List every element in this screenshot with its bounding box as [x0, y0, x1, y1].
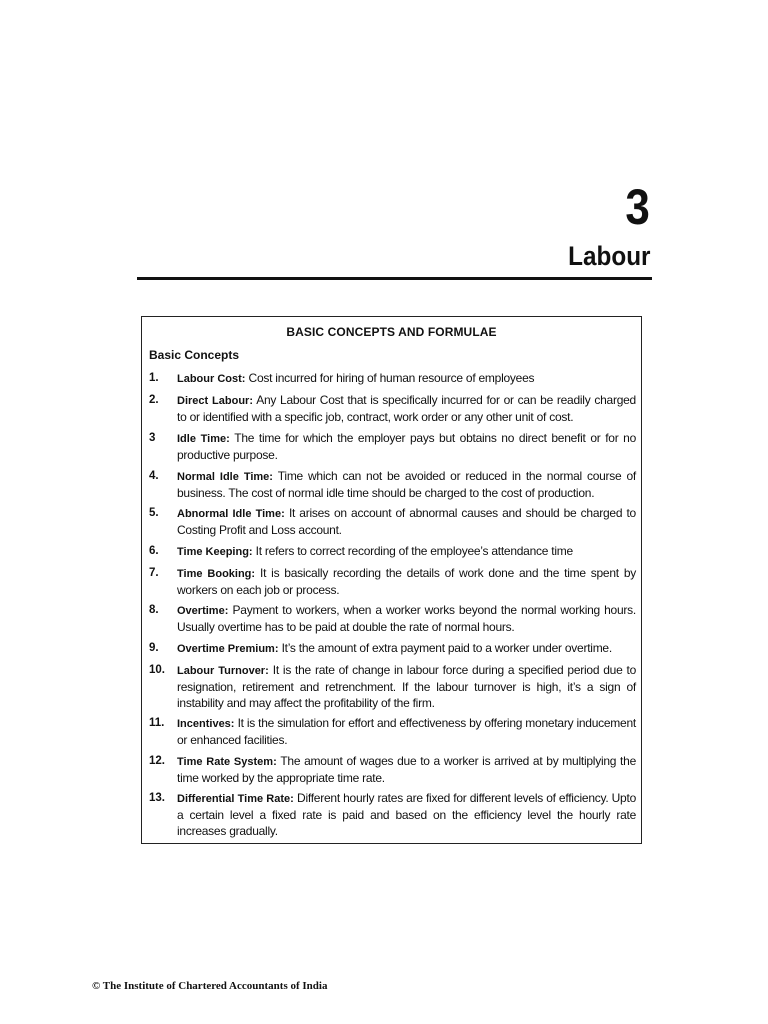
item-term: Incentives: [177, 718, 235, 730]
concept-item [149, 565, 636, 598]
item-text: Different hourly rates are fixed for different levels of efficiency. Upto a certain level a fixed rate is paid and based on the efficiency level the hourly rate increases gradually. [177, 791, 636, 838]
item-text: Any Labour Cost that is specifically incurred for or can be readily charged to or identified with a specific job, contract, work order or any other unit of cost. [177, 393, 636, 424]
item-term: Overtime Premium: [177, 643, 279, 655]
concept-item [149, 640, 636, 657]
item-term: Abnormal Idle Time: [177, 508, 285, 520]
item-number: 11. [149, 717, 165, 729]
item-text: Payment to workers, when a worker works beyond the normal working hours. Usually overtime has to be paid at double the rate of normal hours. [177, 603, 636, 634]
item-text: It arises on account of abnormal causes and should be charged to Costing Profit and Loss account. [177, 506, 636, 537]
item-term: Labour Cost: [177, 373, 246, 385]
concept-item [149, 662, 636, 711]
item-text: The amount of wages due to a worker is arrived at by multiplying the time worked by the appropriate time rate. [177, 754, 636, 785]
item-text: Time which can not be avoided or reduced in the normal course of business. The cost of normal idle time should be charged to the cost of production. [177, 469, 636, 500]
item-number: 5. [149, 507, 159, 519]
item-text: It is the simulation for effort and effectiveness by offering monetary inducement or enhanced facilities. [177, 716, 636, 747]
item-term: Direct Labour: [177, 395, 253, 407]
item-text: It is basically recording the details of work done and the time spent by workers on each job or process. [177, 566, 636, 597]
item-term: Idle Time: [177, 433, 230, 445]
concept-item [149, 715, 636, 748]
concept-item [149, 753, 636, 786]
item-term: Time Booking: [177, 568, 256, 580]
item-number: 8. [149, 604, 159, 616]
concept-item [149, 392, 636, 425]
item-number: 9. [149, 642, 159, 654]
concept-item [149, 543, 636, 560]
concept-item [149, 468, 636, 501]
item-number: 13. [149, 792, 165, 804]
title-divider [137, 277, 652, 280]
item-number: 7. [149, 567, 159, 579]
concept-item [149, 430, 636, 463]
item-text: It is the rate of change in labour force during a specified period due to resignation, retirement and retrenchment. If the labour turnover is high, it’s a sign of instability and may affect the profitability of the firm. [177, 663, 637, 710]
item-term: Normal Idle Time: [177, 471, 273, 483]
item-number: 3 [149, 432, 156, 444]
item-term: Differential Time Rate: [177, 793, 294, 805]
item-term: Overtime: [177, 605, 229, 617]
item-text: Cost incurred for hiring of human resource of employees [245, 371, 535, 385]
concept-item [149, 602, 636, 635]
item-number: 6. [149, 545, 159, 557]
box-heading: BASIC CONCEPTS AND FORMULAE [286, 325, 497, 339]
concepts-box [141, 316, 642, 844]
item-number: 10. [149, 664, 165, 676]
chapter-title: Labour [567, 241, 650, 271]
item-number: 1. [149, 372, 159, 384]
item-text: It refers to correct recording of the employee’s attendance time [252, 544, 573, 558]
item-text: The time for which the employer pays but obtains no direct benefit or for no productive purpose. [177, 431, 636, 462]
chapter-number: 3 [625, 179, 650, 235]
box-subheading: Basic Concepts [149, 348, 240, 362]
item-term: Time Rate System: [177, 756, 277, 768]
concept-item [149, 370, 636, 387]
item-term: Time Keeping: [177, 546, 253, 558]
concept-item [149, 790, 636, 839]
item-number: 12. [149, 755, 165, 767]
concept-item [149, 505, 636, 538]
item-number: 2. [149, 394, 159, 406]
copyright-footer: © The Institute of Chartered Accountants of India [92, 980, 328, 992]
item-term: Labour Turnover: [177, 665, 269, 677]
item-number: 4. [149, 470, 159, 482]
item-text: It’s the amount of extra payment paid to a worker under overtime. [278, 641, 612, 655]
